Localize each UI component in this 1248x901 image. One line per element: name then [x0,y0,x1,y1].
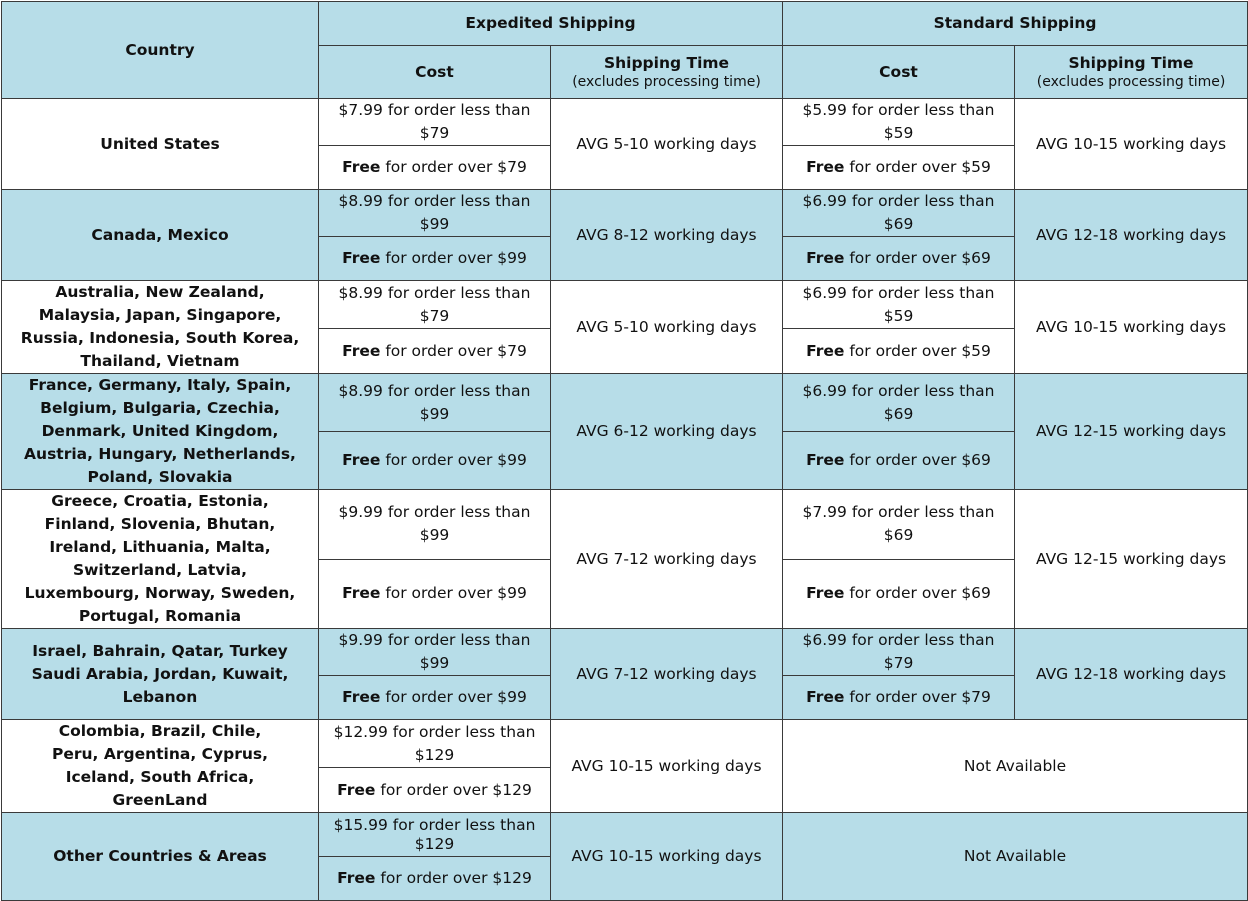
country-names: Greece, Croatia, Estonia, Finland, Slovenia, Bhutan, Ireland, Lithuania, Malta, Switzerland, Latvia, Luxembourg, Norway, Sweden, Portugal, Romania [24,492,296,625]
country-names: Israel, Bahrain, Qatar, Turkey Saudi Arabia, Jordan, Kuwait, Lebanon [31,641,289,706]
free-condition: for order over $69 [849,249,991,267]
free-condition: for order over $79 [385,341,527,360]
country-cell [2,99,319,190]
standard-time-title: Shipping Time [1068,54,1194,72]
free-condition: for order over $79 [849,688,991,706]
expedited-free-cost [319,559,551,629]
expedited-time: AVG 5-10 working days [551,281,783,374]
country-names: France, Germany, Italy, Spain, Belgium, Bulgaria, Czechia, Denmark, United Kingdom, Austria, Hungary, Netherlands, Poland, Slovakia [24,376,296,486]
expedited-paid-cost: $12.99 for order less than $129 [319,720,551,768]
expedited-paid-cost: $15.99 for order less than $129 [319,813,551,857]
free-condition: for order over $69 [849,584,991,603]
standard-time-header [1015,46,1248,99]
free-condition: for order over $99 [385,249,527,267]
expedited-paid-cost: $8.99 for order less than $79 [319,281,551,329]
expedited-time: AVG 10-15 working days [551,720,783,813]
table-row [2,374,1248,432]
expedited-cost-header: Cost [319,46,551,99]
country-cell [2,720,319,813]
standard-free-cost [783,329,1015,374]
expedited-paid-cost: $8.99 for order less than $99 [319,190,551,237]
expedited-time: AVG 10-15 working days [551,813,783,901]
table-row [2,99,1248,146]
standard-free-cost [783,432,1015,490]
standard-time: AVG 12-15 working days [1015,490,1248,629]
expedited-free-cost [319,768,551,813]
country-names: Australia, New Zealand, Malaysia, Japan, Singapore, Russia, Indonesia, South Korea, Thailand, Vietnam [20,283,300,370]
expedited-paid-cost: $8.99 for order less than $99 [319,374,551,432]
standard-paid-cost: $6.99 for order less than $59 [783,281,1015,329]
standard-shipping-header: Standard Shipping [783,2,1248,46]
country-header: Country [2,2,319,99]
country-cell [2,813,319,901]
expedited-free-cost [319,432,551,490]
expedited-free-cost [319,676,551,720]
free-label: Free [342,584,381,603]
standard-paid-cost: $6.99 for order less than $69 [783,190,1015,237]
free-label: Free [337,869,376,887]
free-label: Free [806,158,845,176]
free-label: Free [342,249,381,267]
table-row [2,629,1248,676]
free-label: Free [806,341,845,360]
expedited-free-cost [319,329,551,374]
standard-free-cost [783,146,1015,190]
expedited-time: AVG 6-12 working days [551,374,783,490]
country-cell [2,190,319,281]
country-names: Canada, Mexico [91,225,229,244]
country-names: Colombia, Brazil, Chile, Peru, Argentina, Cyprus, Iceland, South Africa, GreenLand [52,722,268,809]
expedited-paid-cost: $9.99 for order less than $99 [319,629,551,676]
standard-free-cost [783,237,1015,281]
standard-paid-cost: $7.99 for order less than $69 [783,490,1015,560]
free-condition: for order over $99 [385,584,527,603]
expedited-free-cost [319,857,551,901]
free-condition: for order over $99 [385,451,527,469]
free-label: Free [806,584,845,603]
expedited-time-title: Shipping Time [603,54,730,72]
table-row [2,281,1248,329]
standard-time: AVG 12-15 working days [1015,374,1248,490]
country-names: United States [100,134,220,153]
free-label: Free [342,451,381,469]
expedited-shipping-header: Expedited Shipping [319,2,783,46]
header-row-top [2,2,1248,46]
standard-cost-header: Cost [783,46,1015,99]
expedited-free-cost [319,237,551,281]
free-condition: for order over $69 [849,451,991,469]
standard-time: AVG 12-18 working days [1015,190,1248,281]
free-label: Free [806,451,845,469]
free-condition: for order over $129 [380,780,532,799]
free-condition: for order over $129 [380,869,532,887]
standard-free-cost [783,559,1015,629]
expedited-paid-cost: $9.99 for order less than $99 [319,490,551,560]
standard-paid-cost: $5.99 for order less than $59 [783,99,1015,146]
standard-paid-cost: $6.99 for order less than $79 [783,629,1015,676]
expedited-time: AVG 7-12 working days [551,629,783,720]
free-condition: for order over $99 [385,688,527,706]
shipping-rates-table [1,1,1248,901]
expedited-free-cost [319,146,551,190]
expedited-time-note: (excludes processing time) [572,74,761,90]
standard-time-note: (excludes processing time) [1036,74,1226,90]
expedited-time: AVG 8-12 working days [551,190,783,281]
free-label: Free [806,688,845,706]
expedited-time: AVG 5-10 working days [551,99,783,190]
standard-not-available: Not Available [783,813,1248,901]
standard-not-available: Not Available [783,720,1248,813]
table-row [2,720,1248,768]
table-body [2,99,1248,901]
free-condition: for order over $79 [385,158,527,176]
free-label: Free [806,249,845,267]
country-cell [2,281,319,374]
free-label: Free [337,780,376,799]
expedited-paid-cost: $7.99 for order less than $79 [319,99,551,146]
free-label: Free [342,158,381,176]
standard-free-cost [783,676,1015,720]
free-condition: for order over $59 [849,341,991,360]
table-row [2,490,1248,560]
expedited-time: AVG 7-12 working days [551,490,783,629]
country-names: Other Countries & Areas [53,847,267,865]
table-row [2,813,1248,857]
standard-paid-cost: $6.99 for order less than $69 [783,374,1015,432]
free-label: Free [342,341,381,360]
table-row [2,190,1248,237]
standard-time: AVG 10-15 working days [1015,281,1248,374]
free-label: Free [342,688,381,706]
expedited-time-header [551,46,783,99]
country-cell [2,490,319,629]
country-cell [2,629,319,720]
free-condition: for order over $59 [849,158,991,176]
standard-time: AVG 10-15 working days [1015,99,1248,190]
standard-time: AVG 12-18 working days [1015,629,1248,720]
country-cell [2,374,319,490]
